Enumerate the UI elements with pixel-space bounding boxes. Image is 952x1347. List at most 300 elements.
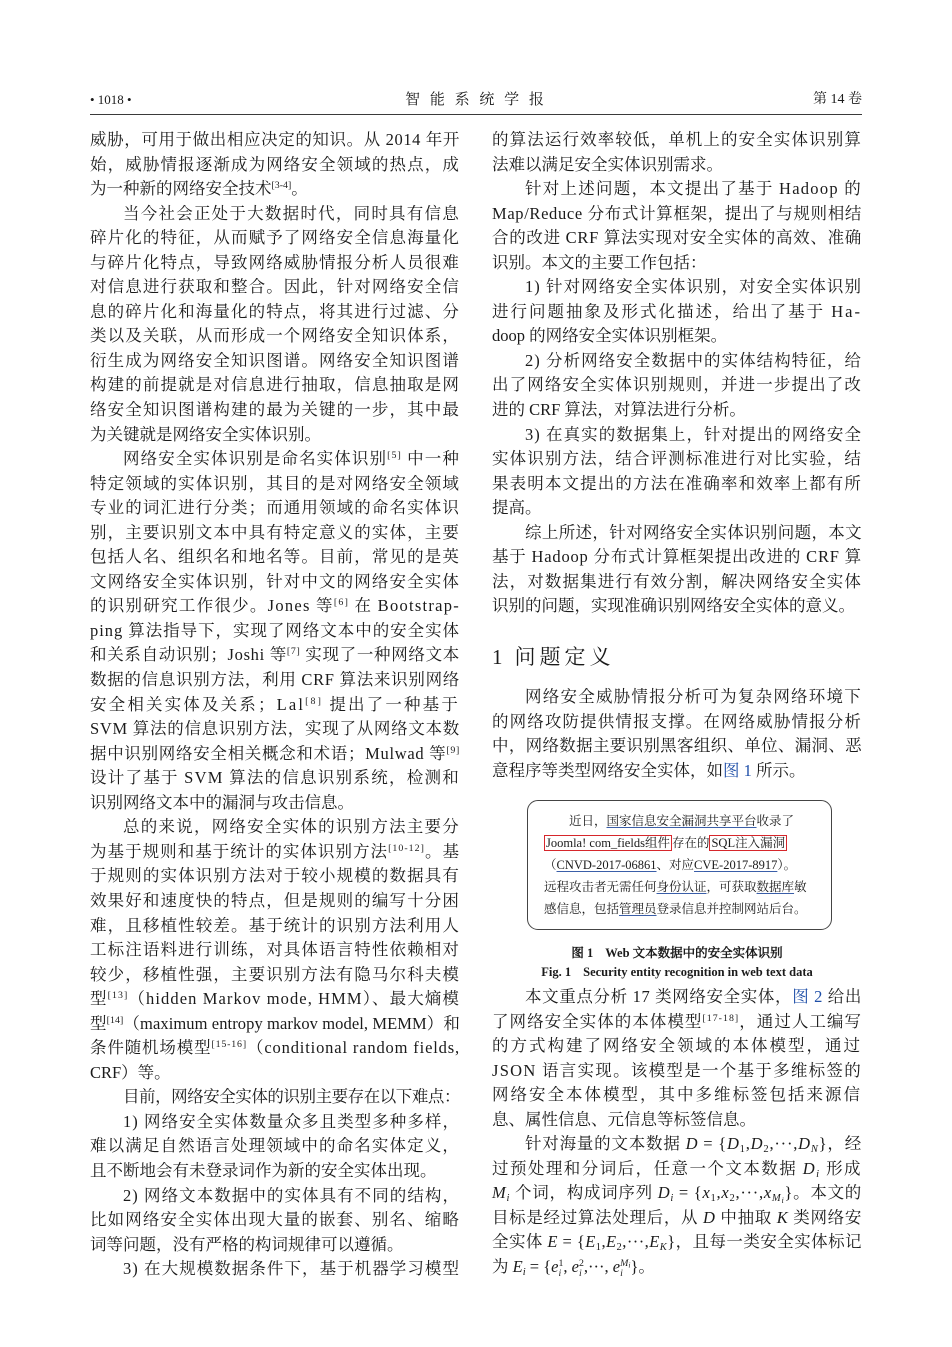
text-run: 衍生成为网络安全知识图谱。网络安全知识图谱: [90, 350, 460, 370]
text-run: 近日，: [569, 814, 607, 828]
citation-marker: [3-4]: [271, 180, 292, 192]
line-text: [492, 710, 862, 735]
text-line: [90, 963, 460, 988]
text-run: 工标注语料进行训练，对具体语言特性依赖相对: [90, 940, 460, 960]
line-text: [90, 766, 460, 791]
paragraph: [90, 1110, 460, 1184]
figure-1-title-en: Security entity recognition in web text data: [583, 965, 813, 979]
text-line: [90, 693, 460, 718]
text-line: [492, 985, 862, 1010]
figure-1-label-cn: 图 1: [571, 946, 594, 960]
line-text: [492, 472, 862, 497]
text-run: （maximum entropy markov model, MEMM）和: [123, 1013, 460, 1033]
text-run: 的方式构建了网络安全领域的本体模型，通过: [492, 1036, 862, 1056]
text-run: ，可获取: [706, 880, 757, 894]
line-text: [492, 398, 746, 423]
paragraph: [492, 521, 862, 619]
text-line: [492, 423, 862, 448]
text-run: 特定领域的实体识别，其目的是对网络安全领域: [90, 473, 460, 493]
math-variable: x: [763, 1183, 772, 1203]
text-line: [90, 742, 460, 767]
text-run: 个词，构成词序列: [510, 1183, 658, 1203]
math-subscript: [772, 1193, 785, 1204]
volume-number: 第 14 卷: [813, 92, 862, 107]
section-heading: [492, 644, 615, 670]
text-line: [492, 594, 862, 619]
text-run: 与碎片化特点，导致网络威胁情报分析人员很难: [90, 252, 460, 272]
text-run: 条件随机场模型: [90, 1038, 212, 1058]
text-run: }。本文的: [784, 1183, 863, 1203]
paragraph: [492, 685, 862, 783]
line-text: [90, 643, 460, 668]
math-variable: K: [776, 1207, 789, 1227]
line-text: [90, 226, 460, 251]
line-text: [492, 1010, 862, 1035]
right-column-after-figure: [492, 985, 862, 1280]
text-line: [90, 398, 460, 423]
line-text: [492, 300, 862, 325]
math-subscript: 1: [595, 1242, 602, 1254]
text-line: [90, 447, 460, 472]
line-text: [525, 521, 862, 546]
line-text: [90, 668, 460, 693]
text-run: 。: [291, 179, 308, 199]
text-run: 络安全知识图谱构建的最为关键的一步，其中最: [90, 400, 460, 420]
paragraph: [544, 810, 815, 920]
text-line: [492, 349, 862, 374]
line-text: [90, 1233, 404, 1258]
text-line: [90, 594, 460, 619]
text-run: 提高。: [492, 498, 542, 518]
math-subscript: 2: [616, 1242, 623, 1254]
paragraph: [492, 1132, 862, 1279]
math-superscript-base: M: [620, 1258, 629, 1270]
underlined-entity: 身份认证: [656, 880, 707, 894]
math-subscript: i: [558, 1268, 562, 1280]
line-text: [90, 914, 460, 939]
math-subscript-base: M: [771, 1193, 782, 1205]
text-line: [90, 349, 460, 374]
text-run: 设计了基于 SVM 算法的信息识别系统，检测和: [90, 768, 460, 788]
paragraph: [90, 447, 460, 815]
line-text: [492, 734, 862, 759]
line-text: [90, 1159, 437, 1184]
line-text: [90, 963, 460, 988]
text-run: 合的改进 CRF 算法实现对安全实体的高效、准确: [492, 228, 862, 248]
text-run: 2) 分析网络安全数据中的实体结构特征，给: [525, 350, 862, 370]
citation-marker: [10-12]: [388, 842, 425, 854]
text-line: [544, 854, 815, 876]
text-run: 对信息进行获取和整合。因此，针对网络安全信: [90, 277, 460, 297]
text-run: 型: [90, 1013, 107, 1033]
text-run: = {: [698, 1134, 727, 1154]
line-text: [90, 840, 460, 865]
text-run: ）。: [777, 858, 797, 872]
text-run: 为基于规则和基于统计的实体识别方法: [90, 841, 389, 861]
line-text: [544, 832, 787, 854]
text-line: [90, 1257, 460, 1282]
text-run: 威胁，可用于做出相应决定的知识。从 2014 年开: [90, 130, 460, 149]
line-text: [569, 810, 794, 832]
text-run: 本文重点分析 17 类网络安全实体，: [525, 987, 793, 1006]
math-variable: D: [798, 1134, 811, 1154]
math-variable: e: [612, 1257, 621, 1277]
line-text: [90, 251, 460, 276]
citation-marker: [17-18]: [702, 1012, 740, 1024]
text-run: （: [544, 858, 557, 872]
text-line: [492, 177, 862, 202]
text-run: 过预处理和分词后，任意一个文本数据: [492, 1158, 803, 1178]
line-text: [90, 472, 460, 497]
line-text: [90, 693, 460, 718]
text-line: [90, 545, 460, 570]
line-text: [90, 300, 460, 325]
line-text: [123, 1110, 460, 1135]
text-run: 效果好和速度快的特点，但是规则的编写十分困: [90, 890, 460, 910]
text-line: [492, 1132, 862, 1157]
text-line: [544, 898, 815, 920]
text-run: SVM 算法的信息识别方法，实现了从网络文本数: [90, 719, 460, 739]
math-variable: D: [750, 1134, 764, 1154]
line-text: [90, 128, 460, 153]
text-run: 类网络安: [788, 1207, 863, 1227]
line-text: [90, 742, 460, 767]
line-text: [525, 423, 862, 448]
text-line: [90, 840, 460, 865]
citation-marker: [15-16]: [211, 1039, 247, 1051]
math-variable: E: [606, 1232, 617, 1252]
citation-marker: [9]: [446, 744, 461, 756]
text-run: 形成: [820, 1158, 863, 1178]
text-run: 词等问题，没有严格的构词规律可以遵循。: [90, 1234, 404, 1254]
text-run: 难以满足自然语言处理领域中的命名实体定义，: [90, 1136, 460, 1156]
text-run: }，经: [818, 1134, 863, 1154]
text-line: [492, 734, 862, 759]
text-line: [90, 128, 460, 153]
line-text: [90, 545, 460, 570]
text-run: 了网络安全实体的本体模型: [492, 1011, 703, 1031]
paragraph: [90, 1184, 460, 1258]
line-text: [90, 153, 460, 178]
math-variable: D: [685, 1134, 699, 1154]
line-text: [492, 1157, 862, 1182]
line-text: [90, 496, 460, 521]
line-text: [123, 815, 460, 840]
text-run: }。: [630, 1257, 655, 1277]
text-line: [492, 226, 862, 251]
line-text: [90, 1036, 460, 1061]
text-run: 比如网络安全实体出现大量的嵌套、别名、缩略: [90, 1210, 460, 1230]
text-run: 为关键就是网络安全实体识别。: [90, 424, 321, 444]
citation-marker: [7]: [286, 646, 301, 658]
line-text: [90, 177, 308, 202]
paragraph: [492, 275, 862, 349]
text-line: [90, 251, 460, 276]
paragraph: [492, 177, 862, 275]
text-run: }，且每一类安全实体标记: [667, 1232, 862, 1252]
line-text: [90, 324, 460, 349]
text-line: [90, 1233, 460, 1258]
text-run: 出了网络安全实体识别规则，并进一步提出了改: [492, 375, 862, 395]
text-run: 型: [90, 989, 108, 1009]
text-run: 别，主要识别文本中具有特定意义的实体，主要: [90, 522, 460, 542]
text-run: ,: [745, 1134, 751, 1154]
text-run: 识别。本文的主要工作包括：: [492, 252, 707, 272]
right-column-intro: [492, 128, 862, 619]
text-run: 识别网络文本中的漏洞与攻击信息。: [90, 792, 354, 812]
paragraph: [492, 423, 862, 521]
text-run: 专业的词汇进行分类；而通用领域的命名实体识: [90, 498, 460, 518]
text-line: [90, 472, 460, 497]
math-variable: e: [571, 1257, 579, 1277]
text-run: 难，且移植性较差。基于统计的识别方法利用人: [90, 915, 460, 935]
math-variable: E: [585, 1232, 596, 1252]
text-line: [492, 496, 862, 521]
text-line: [90, 791, 460, 816]
text-run: 1) 网络安全实体数量众多且类型多种多样，: [123, 1111, 460, 1131]
citation-marker: [5]: [387, 450, 402, 462]
paragraph: [492, 128, 862, 177]
text-run: 实现了一种网络文本: [300, 645, 461, 665]
line-text: [90, 1012, 460, 1037]
text-run: 果表明本文提出的方法在准确率和效率上都有所: [492, 473, 862, 493]
text-line: [544, 810, 815, 832]
line-text: [492, 1083, 862, 1108]
line-text: [492, 373, 862, 398]
text-run: 的网络攻防提供情报支撑。在网络威胁情报分析: [492, 711, 862, 731]
text-line: [492, 685, 862, 710]
section-title: 问题定义: [514, 645, 615, 669]
text-run: 在 Bootstrap-: [349, 596, 460, 616]
section-number: 1: [492, 645, 503, 669]
figure-1-label-en: Fig. 1: [541, 965, 572, 979]
text-run: 进行问题抽象及形式化描述，给出了基于 Ha-: [492, 301, 862, 321]
text-run: 登录信息并控制网站后台。: [656, 902, 807, 916]
text-run: 于规则的实体识别方法对于较小规模的数据具有: [90, 866, 460, 886]
text-run: CRF）等。: [90, 1062, 171, 1082]
text-run: 网络安全实体识别是命名实体识别: [123, 449, 388, 469]
text-run: 且不断地会有未登录词作为新的安全实体出现。: [90, 1160, 437, 1180]
text-line: [90, 643, 460, 668]
text-line: [90, 423, 460, 448]
text-line: [492, 1034, 862, 1059]
text-line: [492, 447, 862, 472]
text-line: [492, 153, 862, 178]
text-run: 收录了: [756, 814, 795, 828]
text-line: [492, 202, 862, 227]
math-subscript: 1: [739, 1144, 746, 1156]
underlined-entity: 数据库: [756, 880, 795, 894]
math-sub-superscript: [620, 1259, 630, 1279]
text-line: [492, 472, 862, 497]
line-text: [90, 864, 460, 889]
figure-reference: 图 1: [723, 760, 752, 780]
paragraph: [492, 985, 862, 1132]
text-run: 类以及关联，从而形成一个网络安全知识体系，: [90, 326, 460, 346]
line-text: [492, 153, 723, 178]
line-text: [123, 1257, 460, 1282]
text-run: = {: [525, 1257, 552, 1277]
running-header: [90, 88, 862, 112]
text-line: [492, 275, 862, 300]
text-line: [90, 275, 460, 300]
text-line: [90, 864, 460, 889]
text-run: 存在的: [671, 836, 710, 850]
text-run: 和关系自动识别；Joshi 等: [90, 645, 287, 665]
text-line: [492, 1206, 862, 1231]
paragraph: [492, 349, 862, 423]
text-run: Map/Reduce 分布式计算框架，提出了与规则相结: [492, 203, 862, 223]
text-line: [492, 710, 862, 735]
paragraph: [90, 815, 460, 1085]
text-line: [90, 177, 460, 202]
text-line: [90, 717, 460, 742]
text-run: 中抽取: [715, 1207, 777, 1227]
figure-1-caption-en: [492, 963, 862, 981]
line-text: [492, 226, 862, 251]
text-run: ,···,: [622, 1232, 650, 1252]
line-text: [90, 1061, 171, 1086]
line-text: [492, 496, 542, 521]
text-run: ,···,: [769, 1134, 799, 1154]
math-superscript-base: 2: [578, 1258, 584, 1270]
text-run: 法难以满足安全实体识别需求。: [492, 154, 723, 174]
text-run: 为一种新的网络安全技术: [90, 179, 272, 199]
paragraph: [90, 128, 460, 202]
line-text: [544, 876, 807, 898]
math-subscript: i: [522, 1266, 526, 1278]
text-run: 、对应: [656, 858, 695, 872]
line-text: [90, 349, 460, 374]
text-run: 总的来说，网络安全实体的识别方法主要分: [123, 817, 460, 837]
line-text: [525, 177, 862, 202]
line-text: [525, 685, 862, 710]
math-subscript: 2: [763, 1144, 770, 1156]
math-superscript-base: 1: [558, 1258, 564, 1270]
text-run: 3) 在大规模数据条件下，基于机器学习模型: [123, 1259, 460, 1279]
text-run: 较少，移植性强，主要识别方法有隐马尔科夫模: [90, 964, 460, 984]
text-line: [90, 153, 460, 178]
line-text: [525, 1132, 862, 1157]
line-text: [123, 1085, 460, 1110]
line-text: [90, 889, 460, 914]
text-line: [90, 1036, 460, 1061]
line-text: [492, 545, 862, 570]
text-run: 给出: [822, 987, 862, 1006]
math-subscript: i: [670, 1193, 675, 1205]
text-line: [492, 398, 862, 423]
text-line: [90, 202, 460, 227]
line-text: [90, 423, 321, 448]
text-line: [90, 496, 460, 521]
line-text: [525, 275, 862, 300]
line-text: [492, 1181, 862, 1206]
math-variable: e: [551, 1257, 559, 1277]
math-subscript: N: [810, 1144, 819, 1156]
line-text: [90, 521, 460, 546]
line-text: [492, 1059, 862, 1084]
underlined-entity: 管理员: [619, 902, 657, 916]
text-line: [90, 300, 460, 325]
text-run: 目标是经过算法处理后，从: [492, 1207, 703, 1227]
figure-reference: 图 2: [792, 987, 823, 1006]
text-run: 进的 CRF 算法，对算法进行分析。: [492, 400, 746, 420]
math-subscript: 1: [710, 1193, 717, 1205]
line-text: [492, 1108, 756, 1133]
text-run: 2) 网络文本数据中的实体具有不同的结构，: [123, 1185, 460, 1205]
text-line: [90, 1012, 460, 1037]
line-text: [525, 349, 862, 374]
line-text: [492, 1206, 862, 1231]
line-text: [492, 1230, 862, 1255]
text-run: JSON 语言实现。该模型是一个基于多维标签的: [492, 1060, 862, 1080]
math-subscript: i: [506, 1193, 511, 1205]
math-variable: E: [512, 1257, 523, 1277]
text-run: 所示。: [751, 760, 806, 780]
text-line: [90, 938, 460, 963]
math-subscript: K: [659, 1242, 668, 1254]
text-run: 目前，网络安全实体的识别主要存在以下难点：: [123, 1087, 461, 1107]
text-line: [90, 373, 460, 398]
text-line: [90, 1085, 460, 1110]
text-run: ,: [563, 1257, 572, 1277]
line-text: [492, 570, 862, 595]
line-text: [492, 324, 727, 349]
line-text: [492, 1034, 862, 1059]
line-text: [90, 987, 460, 1012]
paragraph: [90, 1085, 460, 1110]
text-run: 包括人名、组织名和地名等。目前，常见的是英: [90, 547, 460, 567]
text-run: 息的碎片化和海量化的特点，将其进行过滤、分: [90, 301, 460, 321]
text-run: doop 的网络安全实体识别框架。: [492, 326, 728, 346]
text-run: 实体识别方法，结合评测标准进行对比实验，结: [492, 449, 862, 469]
line-text: [90, 717, 460, 742]
text-run: = {: [674, 1183, 703, 1203]
header-rule: [90, 114, 862, 115]
text-run: 识别的问题，实现准确识别网络安全实体的意义。: [492, 596, 855, 616]
line-text: [492, 251, 707, 276]
text-line: [90, 1184, 460, 1209]
figure-1-caption-cn: [492, 944, 862, 962]
line-text: [90, 373, 460, 398]
text-line: [492, 570, 862, 595]
math-variable: D: [726, 1134, 740, 1154]
math-subscript: i: [578, 1268, 582, 1280]
text-run: 远程攻击者无需任何: [544, 880, 657, 894]
text-line: [90, 914, 460, 939]
text-run: ,···,: [735, 1183, 764, 1203]
text-run: ping 算法指导下，实现了网络文本中的安全实体: [90, 620, 460, 640]
text-run: 中，网络数据主要识别黑客组织、单位、漏洞、恶: [492, 736, 862, 756]
text-run: 网络安全威胁情报分析可为复杂网络环境下: [525, 687, 862, 706]
math-variable: D: [802, 1158, 817, 1178]
text-run: 感信息，包括: [544, 902, 620, 916]
line-text: [525, 985, 862, 1010]
left-column: [90, 128, 460, 1282]
line-text: [90, 1134, 460, 1159]
text-line: [492, 300, 862, 325]
text-run: 全实体: [492, 1232, 548, 1252]
math-variable: x: [721, 1183, 730, 1203]
text-line: [492, 1181, 862, 1206]
line-text: [90, 791, 354, 816]
underlined-entity: CNVD-2017-06861: [556, 858, 657, 872]
text-line: [90, 619, 460, 644]
text-run: 息、属性信息、元信息等标签信息。: [492, 1109, 756, 1129]
text-line: [90, 815, 460, 840]
text-line: [90, 1134, 460, 1159]
line-text: [492, 202, 862, 227]
